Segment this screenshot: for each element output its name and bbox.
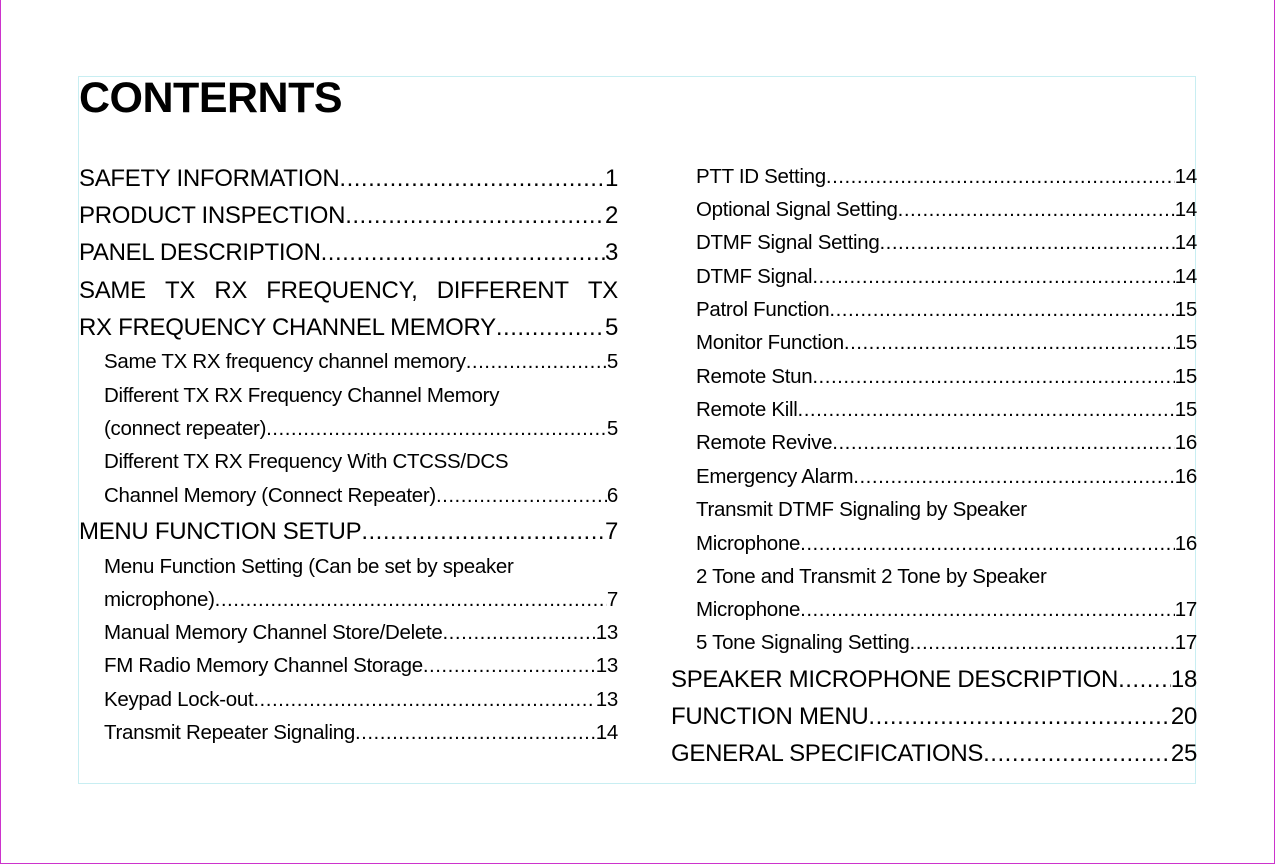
- toc-entry-different-frequency-line1[interactable]: Different TX RX Frequency Channel Memory: [104, 384, 500, 407]
- toc-page-number: 15: [1174, 398, 1197, 421]
- toc-page-number: 18: [1170, 666, 1197, 693]
- toc-entry-same-frequency-memory[interactable]: [104, 350, 618, 374]
- dot-leader: [812, 365, 1174, 389]
- toc-entry-dtmf-signal-setting[interactable]: [696, 231, 1197, 255]
- toc-entry-label: PRODUCT INSPECTION: [79, 202, 346, 229]
- toc-page-number: 13: [595, 654, 618, 677]
- dot-leader: [983, 740, 1171, 768]
- toc-entry-label: (connect repeater): [104, 417, 267, 440]
- toc-entry-product-inspection[interactable]: [79, 202, 618, 230]
- toc-entry-label: Patrol Function: [696, 298, 830, 321]
- dot-leader: [266, 417, 607, 441]
- toc-entry-remote-stun[interactable]: [696, 365, 1197, 389]
- toc-entry-different-frequency-memory[interactable]: [104, 417, 618, 441]
- toc-entry-manual-memory-store[interactable]: [104, 621, 618, 645]
- dot-leader: [826, 165, 1175, 189]
- toc-page-number: 7: [604, 518, 618, 545]
- toc-entry-label: SAFETY INFORMATION: [79, 165, 340, 192]
- dot-leader: [339, 165, 605, 193]
- dot-leader: [844, 331, 1175, 355]
- toc-page-number: 5: [606, 417, 618, 440]
- toc-entry-label: 5 Tone Signaling Setting: [696, 631, 910, 654]
- toc-entry-monitor-function[interactable]: [696, 331, 1197, 355]
- toc-page-number: 13: [595, 688, 618, 711]
- toc-entry-label: Microphone: [696, 598, 801, 621]
- toc-entry-ctcss-dcs-line1[interactable]: Different TX RX Frequency With CTCSS/DCS: [104, 450, 509, 473]
- toc-entry-label: Manual Memory Channel Store/Delete: [104, 621, 443, 644]
- toc-entry-label: Keypad Lock-out: [104, 688, 254, 711]
- dot-leader: [496, 314, 605, 342]
- dot-leader: [853, 465, 1175, 489]
- dot-leader: [879, 231, 1174, 255]
- toc-entry-channel-memory-line1[interactable]: [79, 277, 618, 305]
- toc-entry-label: Remote Kill: [696, 398, 798, 421]
- toc-page-number: 7: [606, 588, 618, 611]
- toc-page-number: 17: [1174, 598, 1197, 621]
- toc-page-number: 6: [606, 484, 618, 507]
- toc-entry-menu-setting-line1[interactable]: Menu Function Setting (Can be set by speaker: [104, 555, 514, 578]
- toc-page-number: 15: [1174, 298, 1197, 321]
- toc-entry-remote-kill[interactable]: [696, 398, 1197, 422]
- toc-page-number: 16: [1174, 532, 1197, 555]
- page-title: CONTERNTS: [79, 74, 343, 122]
- dot-leader: [798, 398, 1175, 422]
- toc-entry-function-menu[interactable]: [671, 703, 1197, 731]
- toc-entry-label: DTMF Signal Setting: [696, 231, 880, 254]
- dot-leader: [910, 631, 1175, 655]
- toc-entry-label: Same TX RX frequency channel memory: [104, 350, 466, 373]
- dot-leader: [436, 484, 607, 508]
- toc-entry-label: PANEL DESCRIPTION: [79, 239, 321, 266]
- toc-entry-two-tone-microphone[interactable]: [696, 598, 1197, 622]
- toc-entry-label: SPEAKER MICROPHONE DESCRIPTION: [671, 666, 1119, 693]
- toc-entry-five-tone-setting[interactable]: [696, 631, 1197, 655]
- toc-page-number: 15: [1174, 331, 1197, 354]
- dot-leader: [253, 688, 595, 712]
- toc-page-number: 5: [604, 314, 618, 341]
- toc-entry-label: Optional Signal Setting: [696, 198, 898, 221]
- toc-entry-label: GENERAL SPECIFICATIONS: [671, 740, 984, 767]
- dot-leader: [812, 265, 1174, 289]
- toc-entry-fm-radio-memory[interactable]: [104, 654, 618, 678]
- toc-entry-menu-function-setup[interactable]: [79, 518, 618, 546]
- toc-entry-label: Monitor Function: [696, 331, 844, 354]
- toc-entry-repeater-signaling[interactable]: [104, 721, 618, 745]
- dot-leader: [800, 532, 1175, 556]
- toc-entry-label: Emergency Alarm: [696, 465, 854, 488]
- toc-entry-safety-information[interactable]: [79, 165, 618, 193]
- dot-leader: [1118, 666, 1171, 694]
- dot-leader: [215, 588, 607, 612]
- toc-entry-label: Transmit Repeater Signaling: [104, 721, 355, 744]
- toc-page-number: 14: [1174, 165, 1197, 188]
- toc-entry-speaker-microphone-description[interactable]: [671, 666, 1197, 694]
- toc-entry-label: FUNCTION MENU: [671, 703, 869, 730]
- dot-leader: [868, 703, 1170, 731]
- toc-page-number: 14: [1174, 231, 1197, 254]
- toc-entry-label: FM Radio Memory Channel Storage: [104, 654, 423, 677]
- toc-entry-remote-revive[interactable]: [696, 431, 1197, 455]
- toc-entry-label: microphone): [104, 588, 215, 611]
- toc-page-number: 14: [595, 721, 618, 744]
- page-edge-left: [0, 0, 1, 864]
- toc-entry-keypad-lockout[interactable]: [104, 688, 618, 712]
- toc-entry-dtmf-speaker-line1[interactable]: Transmit DTMF Signaling by Speaker: [696, 498, 1027, 521]
- toc-entry-label: MENU FUNCTION SETUP: [79, 518, 362, 545]
- toc-entry-label: Remote Revive: [696, 431, 833, 454]
- toc-entry-dtmf-speaker-microphone[interactable]: [696, 532, 1197, 556]
- toc-page-number: 16: [1174, 465, 1197, 488]
- heading-word: TX: [587, 277, 618, 304]
- toc-entry-emergency-alarm[interactable]: [696, 465, 1197, 489]
- dot-leader: [829, 298, 1174, 322]
- dot-leader: [800, 598, 1175, 622]
- toc-entry-dtmf-signal[interactable]: [696, 265, 1197, 289]
- toc-entry-label: RX FREQUENCY CHANNEL MEMORY: [79, 314, 496, 341]
- toc-entry-menu-function-setting[interactable]: [104, 588, 618, 612]
- toc-entry-two-tone-line1[interactable]: 2 Tone and Transmit 2 Tone by Speaker: [696, 565, 1047, 588]
- toc-entry-label: DTMF Signal: [696, 265, 813, 288]
- toc-entry-label: Microphone: [696, 532, 801, 555]
- dot-leader: [466, 350, 607, 374]
- toc-entry-label: Channel Memory (Connect Repeater): [104, 484, 436, 507]
- toc-entry-ptt-id-setting[interactable]: [696, 165, 1197, 189]
- dot-leader: [361, 518, 605, 546]
- toc-page-number: 20: [1170, 703, 1197, 730]
- toc-page-number: 15: [1174, 365, 1197, 388]
- toc-page-number: 16: [1174, 431, 1197, 454]
- heading-word: DIFFERENT: [436, 277, 569, 304]
- toc-entry-ctcss-dcs-memory[interactable]: [104, 484, 618, 508]
- dot-leader: [898, 198, 1175, 222]
- toc-entry-general-specifications[interactable]: [671, 740, 1197, 768]
- toc-page-number: 14: [1174, 265, 1197, 288]
- toc-page-number: 25: [1170, 740, 1197, 767]
- toc-entry-optional-signal-setting[interactable]: [696, 198, 1197, 222]
- toc-page-number: 3: [604, 239, 618, 266]
- toc-entry-channel-memory[interactable]: [79, 314, 618, 342]
- heading-word: SAME: [79, 277, 146, 304]
- toc-entry-label: Remote Stun: [696, 365, 813, 388]
- toc-page-number: 1: [604, 165, 618, 192]
- heading-word: RX: [214, 277, 248, 304]
- heading-word: FREQUENCY,: [266, 277, 418, 304]
- toc-page-number: 13: [595, 621, 618, 644]
- heading-word: TX: [165, 277, 196, 304]
- toc-page-number: 5: [606, 350, 618, 373]
- toc-page-number: 17: [1174, 631, 1197, 654]
- dot-leader: [442, 621, 595, 645]
- dot-leader: [345, 202, 605, 230]
- toc-entry-panel-description[interactable]: [79, 239, 618, 267]
- dot-leader: [321, 239, 605, 267]
- toc-page-number: 2: [604, 202, 618, 229]
- toc-page-number: 14: [1174, 198, 1197, 221]
- dot-leader: [832, 431, 1175, 455]
- dot-leader: [423, 654, 596, 678]
- toc-entry-patrol-function[interactable]: [696, 298, 1197, 322]
- toc-entry-label: PTT ID Setting: [696, 165, 826, 188]
- dot-leader: [355, 721, 596, 745]
